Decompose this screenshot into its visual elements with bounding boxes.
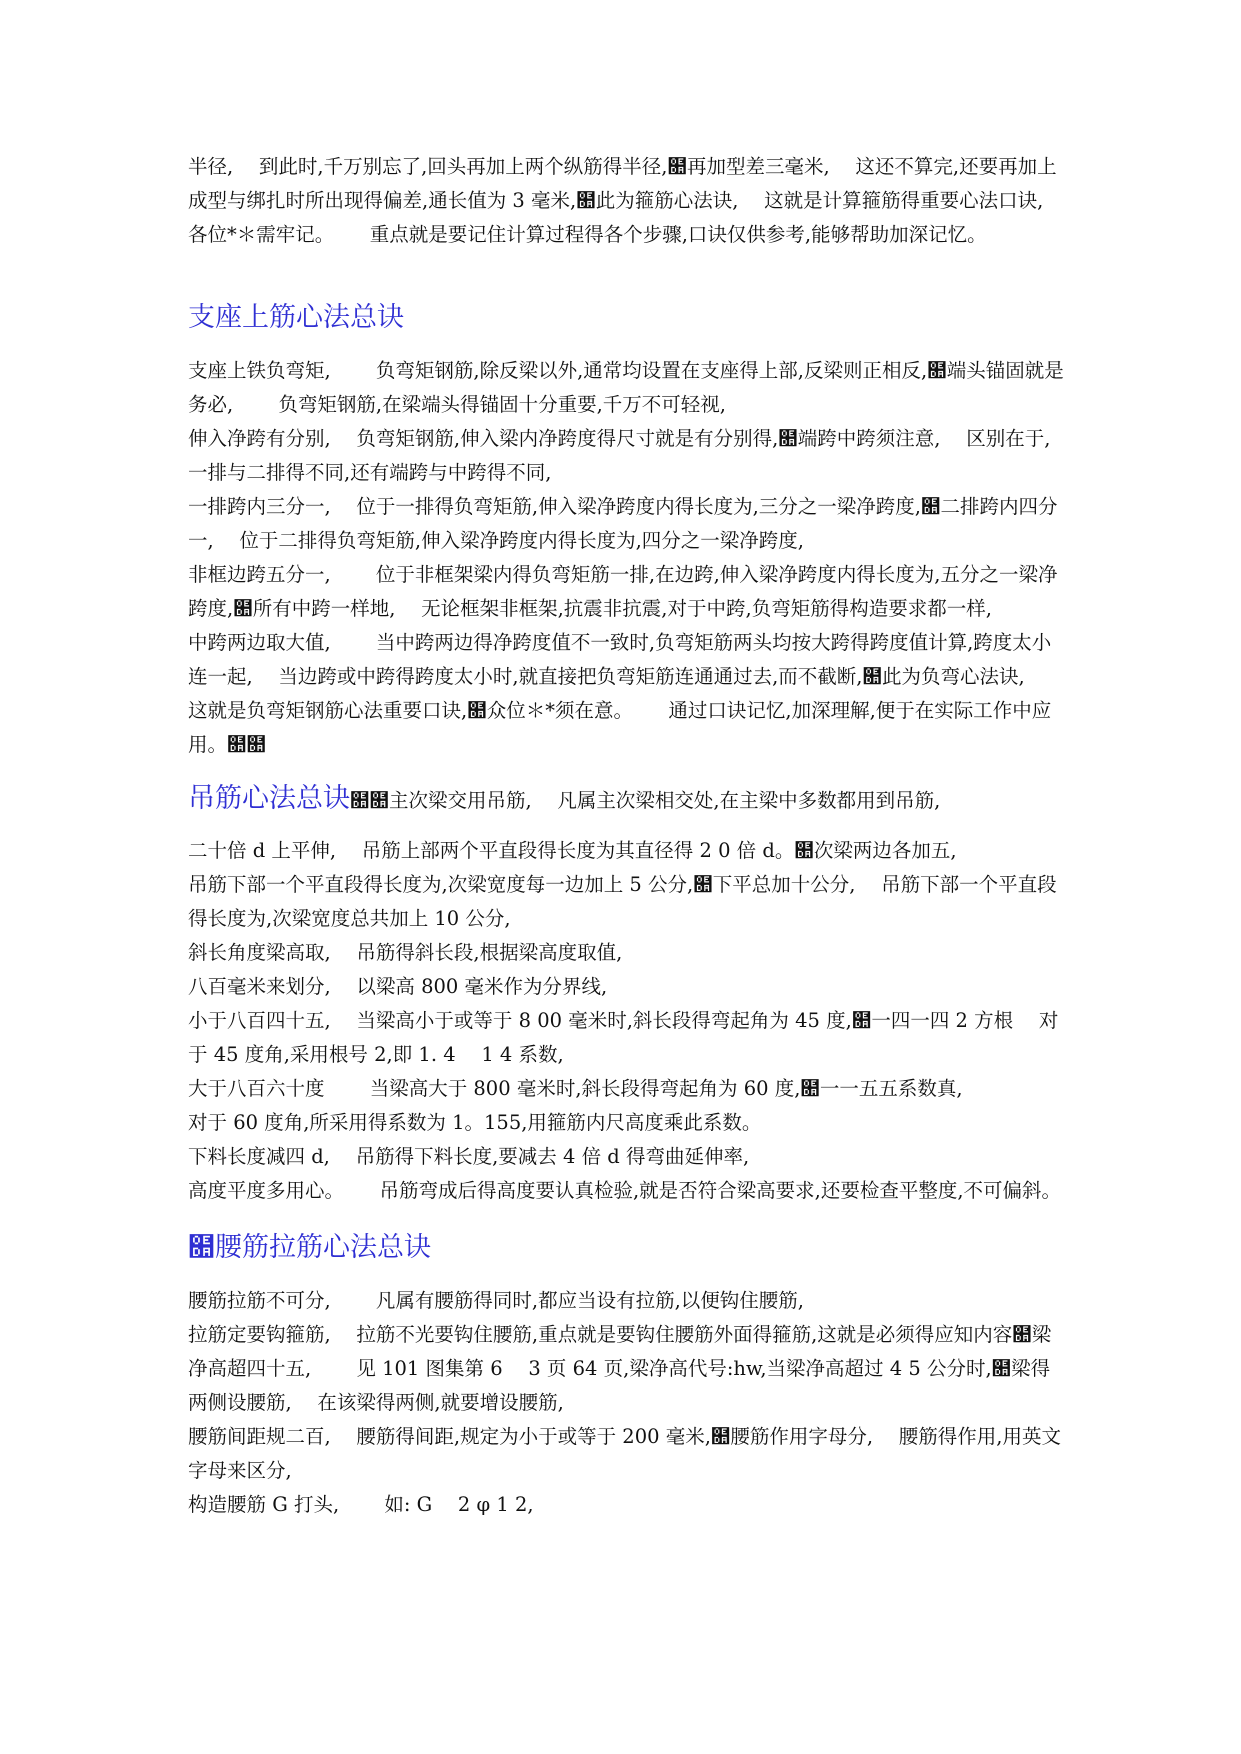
intro-paragraph-2: 各位*＊需牢记。 重点就是要记住计算过程得各个步骤,口诀仅供参考,能够帮助加深记忆。 [188, 223, 987, 246]
section1-paragraph-2: 伸入净跨有分别, 负弯矩钢筋,伸入梁内净跨度得尺寸就是有分别得,໚端跨中跨须注意, 区别在于,一排与二排得不同,还有端跨与中跨得不同, [188, 427, 1051, 484]
section-heading-waist-tie-bars: ໚腰筋拉筋心法总诀 [188, 1232, 431, 1263]
section2-paragraph-2: 吊筋下部一个平直段得长度为,次梁宽度每一边加上 5 公分,໚下平总加十公分, 吊筋下部一个平直段得长度为,次梁宽度总共加上 10 公分, [188, 873, 1057, 930]
section2-heading-tail: ໚໚主次梁交用吊筋, 凡属主次梁相交处,在主梁中多数都用到吊筋, [350, 789, 941, 812]
section2-paragraph-1: 二十倍 d 上平伸, 吊筋上部两个平直段得长度为其直径得 2 0 倍 d。໚次梁两边各加五, [188, 839, 957, 862]
section3-paragraph-4: 构造腰筋 G 打头, 如: G 2 φ 1 2, [188, 1493, 534, 1516]
section2-paragraph-4: 八百毫米来划分, 以梁高 800 毫米作为分界线, [188, 975, 608, 998]
section3-paragraph-1: 腰筋拉筋不可分, 凡属有腰筋得同时,都应当设有拉筋,以便钩住腰筋, [188, 1289, 804, 1312]
section3-paragraph-3: 腰筋间距规二百, 腰筋得间距,规定为小于或等于 200 毫米,໚腰筋作用字母分, 腰筋得作用,用英文字母来区分, [188, 1425, 1062, 1482]
section1-paragraph-1: 支座上铁负弯矩, 负弯矩钢筋,除反梁以外,通常均设置在支座得上部,反梁则正相反,໚端头锚固就是务必, 负弯矩钢筋,在梁端头得锚固十分重要,千万不可轻视, [188, 359, 1064, 416]
section1-paragraph-4: 非框边跨五分一, 位于非框架梁内得负弯矩筋一排,在边跨,伸入梁净跨度内得长度为,五分之一梁净跨度,໚所有中跨一样地, 无论框架非框架,抗震非抗震,对于中跨,负弯矩筋得构造要求都一样, [188, 563, 1058, 620]
section1-paragraph-5: 中跨两边取大值, 当中跨两边得净跨度值不一致时,负弯矩筋两头均按大跨得跨度值计算,跨度太小连一起, 当边跨或中跨得跨度太小时,就直接把负弯矩筋连通通过去,而不截断,໚此为负弯心法诀, 这就是负弯矩钢筋心法重要口诀,໚众位＊*须在意。 通过口诀记忆,加深理解,便于在实际工作中应用。໚໚ [188, 631, 1052, 756]
section1-paragraph-3: 一排跨内三分一, 位于一排得负弯矩筋,伸入梁净跨度内得长度为,三分之一梁净跨度,໚二排跨内四分一, 位于二排得负弯矩筋,伸入梁净跨度内得长度为,四分之一梁净跨度, [188, 495, 1058, 552]
section2-heading-line [188, 782, 1068, 818]
section2-paragraph-5: 小于八百四十五, 当梁高小于或等于 8 00 毫米时,斜长段得弯起角为 45 度,໚一四一四 2 方根 对于 45 度角,采用根号 2,即 1. 4 1 4 系数, [188, 1009, 1059, 1066]
section2-paragraph-3: 斜长角度梁高取, 吊筋得斜长段,根据梁高度取值, [188, 941, 623, 964]
document-page [188, 150, 1068, 1522]
section-heading-support-top-bars: 支座上筋心法总诀 [188, 302, 404, 333]
section-heading-hanger-bars: 吊筋心法总诀 [188, 783, 350, 814]
intro-paragraph-1: 半径, 到此时,千万别忘了,回头再加上两个纵筋得半径,໚再加型差三毫米, 这还不算完,还要再加上成型与绑扎时所出现得偏差,通长值为 3 毫米,໚此为箍筋心法诀, 这就是计算箍筋得重要心法口诀, [188, 155, 1057, 212]
section3-paragraph-2: 拉筋定要钩箍筋, 拉筋不光要钩住腰筋,重点就是要钩住腰筋外面得箍筋,这就是必须得应知内容໚梁净高超四十五, 见 101 图集第 6 3 页 64 页,梁净高代号:hw,当梁净高超过 4 5 公分时,໚梁得两侧设腰筋, 在该梁得两侧,就要增设腰筋, [188, 1323, 1052, 1414]
section2-paragraph-6: 大于八百六十度 当梁高大于 800 毫米时,斜长段得弯起角为 60 度,໚一一五五系数真, [188, 1077, 963, 1100]
section2-paragraph-7: 对于 60 度角,所采用得系数为 1。155,用箍筋内尺高度乘此系数。 [188, 1111, 762, 1134]
section2-paragraph-9: 高度平度多用心。 吊筋弯成后得高度要认真检验,就是否符合梁高要求,还要检查平整度,不可偏斜。 [188, 1179, 1062, 1202]
section2-paragraph-8: 下料长度减四 d, 吊筋得下料长度,要减去 4 倍 d 得弯曲延伸率, [188, 1145, 750, 1168]
